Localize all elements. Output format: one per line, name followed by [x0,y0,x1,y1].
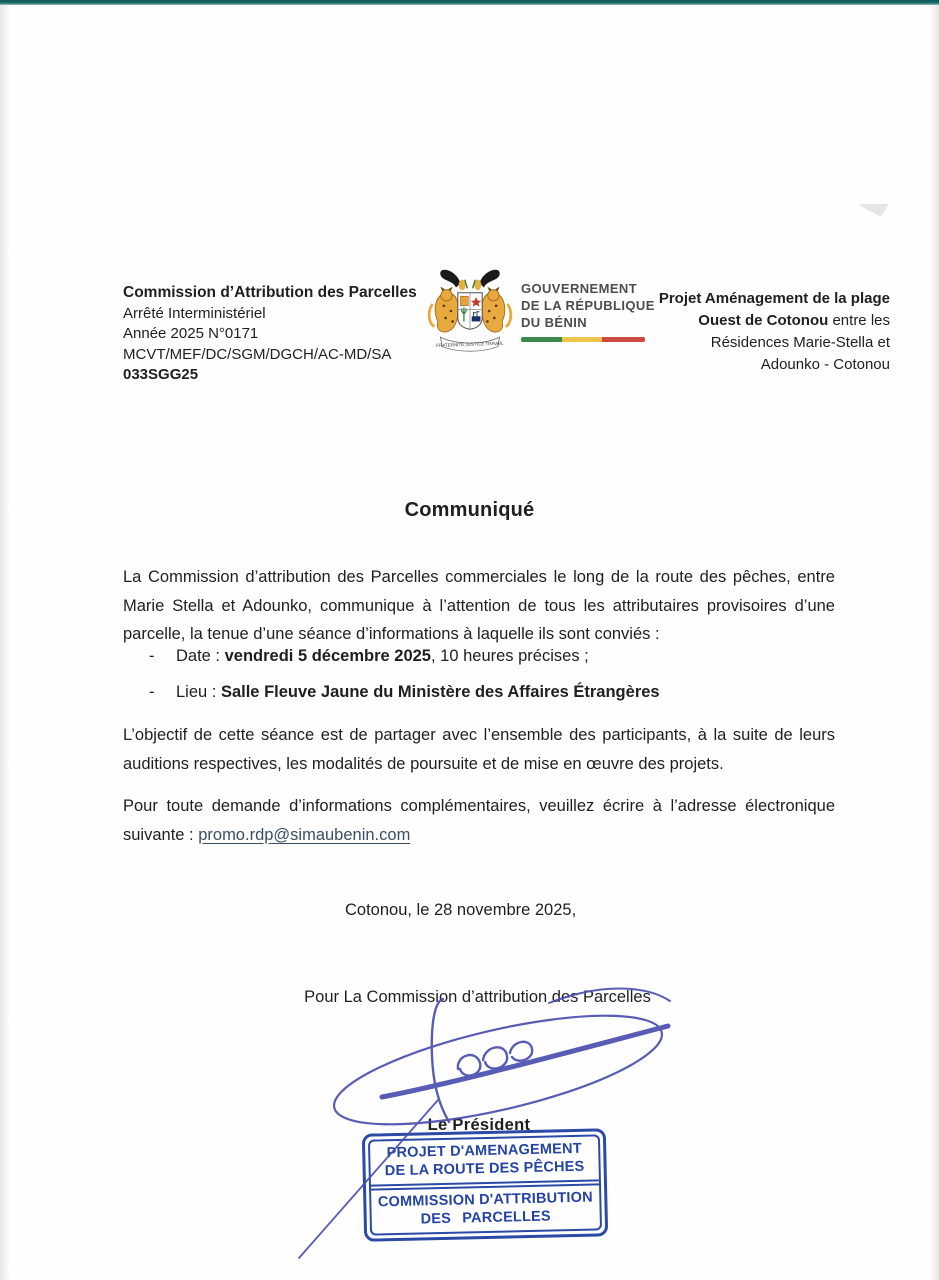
benin-coat-of-arms-icon [426,264,514,358]
gov-line-1: GOUVERNEMENT [521,281,638,296]
letterhead-right [652,288,890,376]
flag-green-segment [521,337,562,342]
motto-banner [436,337,504,351]
gov-line-3: DU BÉNIN [521,315,588,330]
photo-top-edge [0,0,939,5]
svg-text:FRATERNITÉ JUSTICE TRAVAIL: FRATERNITÉ JUSTICE TRAVAIL [436,340,504,348]
list-item-location [149,680,789,705]
stamp-project-section [370,1136,599,1186]
stamp-commission-section [371,1183,600,1233]
contact-text: Pour toute demande d’informations complémentaires, veuillez écrire à l’adresse électronique suivante : [123,797,835,844]
shield [458,293,482,330]
commission-title: Commission d’Attribution des Parcelles [123,284,417,301]
left-leopard [429,287,458,332]
photo-left-shadow [0,5,10,1280]
project-title-bold: Projet Aménagement de la plage Ouest de Cotonou [658,290,890,329]
project-title-rest: entre les Résidences Marie-Stella et Adounko - Cotonou [710,312,890,373]
location-value: Salle Fleuve Jaune du Ministère des Affaires Étrangères [220,683,660,701]
photo-right-shadow [929,5,939,1280]
date-line: Date : vendredi 5 décembre 2025, 10 heures précises ; [176,647,589,665]
arrete-line: Arrêté Interministériel [123,304,266,322]
email-link[interactable]: promo.rdp@simaubenin.com [198,825,411,844]
benin-flag-bar [521,337,645,342]
paragraph-objective: L’objectif de cette séance est de partager avec l’ensemble des participants, à la suite de leurs auditions respectives, les modalités de poursuite et de mise en œuvre des projets. [123,726,835,773]
flag-yellow-segment [562,337,602,342]
stamp-line-2: DE LA ROUTE DES PÊCHES [384,1158,585,1180]
signer-title: Le Président [427,1116,531,1134]
annee-line: Année 2025 N°0171 [123,325,259,342]
right-leopard [482,287,511,332]
place-date-line: Cotonou, le 28 novembre 2025, [345,901,577,919]
list-item-date [149,644,789,669]
stamp-line-3: COMMISSION D'ATTRIBUTION [377,1189,593,1211]
right-horn [480,270,500,288]
gov-line-2: DE LA RÉPUBLIQUE [521,298,655,313]
bullet-dash: - [149,683,155,701]
reference-number: 033SGG25 [123,366,199,383]
flag-red-segment [602,337,645,342]
government-block [521,280,661,342]
reference-line: MCVT/MEF/DC/SGM/DGCH/AC-MD/SA [123,345,392,363]
official-stamp [362,1128,608,1242]
stamp-line-1: PROJET D'AMENAGEMENT [386,1140,582,1162]
letterhead-left [123,283,423,386]
document-title: Communiqué [404,499,535,521]
left-horn [440,270,460,288]
paragraph-contact [123,792,835,849]
paper-fold-mark [858,202,889,217]
location-line: Lieu : Salle Fleuve Jaune du Ministère des Affaires Étrangères [176,683,660,701]
date-value: vendredi 5 décembre 2025 [224,647,431,665]
signoff-line: Pour La Commission d’attribution des Parcelles [304,988,651,1006]
bullet-dash: - [149,647,155,665]
paragraph-intro: La Commission d’attribution des Parcelles commerciales le long de la route des pêches, entre Marie Stella et Adounko, communique à l’attention de tous les attributaires provisoires d’une parcelle, la tenue d’une séance d’informations à laquelle ils sont conviés : [123,568,835,643]
meeting-details-list [149,644,789,716]
stamp-line-4: DES PARCELLES [420,1208,552,1228]
stamp-inner-frame [368,1134,602,1235]
